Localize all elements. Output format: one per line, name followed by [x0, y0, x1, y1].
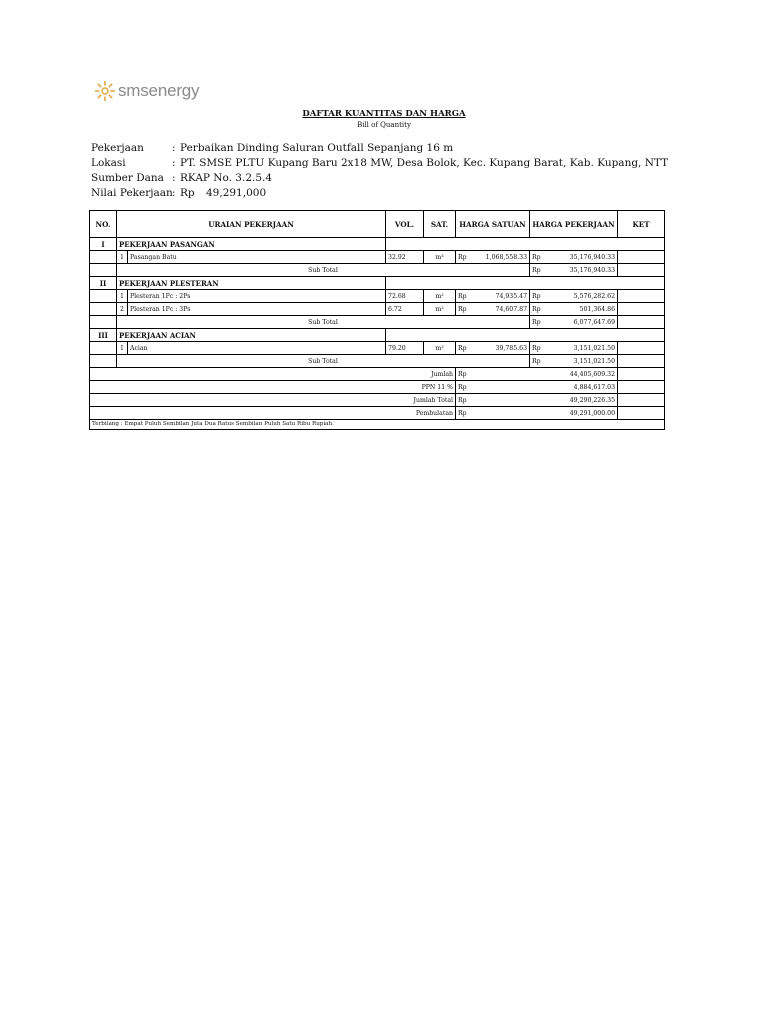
subtotal-value: [530, 355, 618, 368]
currency-label: Rp: [532, 344, 541, 352]
info-colon: :: [172, 157, 176, 169]
item-number: 1: [117, 342, 128, 355]
document-subtitle: Bill of Quantity: [357, 121, 411, 129]
header-no: NO.: [90, 211, 117, 238]
cell-blank: [618, 316, 665, 329]
subtotal-value: [530, 264, 618, 277]
header-total-price: HARGA PEKERJAAN: [530, 211, 618, 238]
item-volume: 32.92: [386, 251, 424, 264]
info-label: Nilai Pekerjaan: [91, 187, 173, 199]
item-total: [530, 251, 618, 264]
item-remarks: [618, 342, 665, 355]
cell-blank: [618, 394, 665, 407]
subtotal-label: Sub Total: [117, 316, 530, 329]
item-unit-price: [456, 303, 530, 316]
cell-blank: [618, 355, 665, 368]
cell-blank: [90, 303, 117, 316]
cell-blank: [90, 251, 117, 264]
currency-label: Rp: [532, 253, 541, 261]
info-value: Perbaikan Dinding Saluran Outfall Sepanjang 16 m: [180, 142, 454, 154]
info-row-nilai-pekerjaan: [91, 186, 668, 201]
item-unit: m³: [424, 251, 456, 264]
item-number: 2: [117, 303, 128, 316]
currency-prefix: Rp: [180, 187, 195, 199]
item-remarks: [618, 251, 665, 264]
info-value: [180, 186, 266, 201]
table-row: [90, 290, 665, 303]
currency-label: Rp: [532, 305, 541, 313]
item-description: Pasangan Batu: [128, 251, 386, 264]
cell-blank: [90, 264, 117, 277]
amount-in-words: Terbilang : Empat Puluh Sembilan Juta Dua Ratus Sembilan Puluh Satu Ribu Rupiah.: [90, 420, 665, 430]
item-unit-price: [456, 290, 530, 303]
boq-table: [89, 210, 665, 430]
cell-blank: [90, 290, 117, 303]
header-description: URAIAN PEKERJAAN: [117, 211, 386, 238]
summary-value: [456, 381, 618, 394]
item-unit-price: [456, 251, 530, 264]
item-unit-price: [456, 342, 530, 355]
section-title: PEKERJAAN PASANGAN: [117, 238, 386, 251]
cell-blank: [90, 342, 117, 355]
currency-label: Rp: [458, 409, 467, 417]
cell-blank: [618, 264, 665, 277]
section-blank: [386, 329, 665, 342]
table-header-row: [90, 211, 665, 238]
currency-label: Rp: [458, 253, 467, 261]
info-label: Lokasi: [91, 157, 126, 169]
cell-blank: [90, 355, 117, 368]
info-row-sumber-dana: [91, 171, 668, 186]
summary-row: [90, 407, 665, 420]
section-number: I: [90, 238, 117, 251]
summary-row: [90, 381, 665, 394]
section-title: PEKERJAAN ACIAN: [117, 329, 386, 342]
summary-label: PPN 11 %: [90, 381, 456, 394]
subtotal-label: Sub Total: [117, 355, 530, 368]
section-title: PEKERJAAN PLESTERAN: [117, 277, 386, 290]
info-label: Sumber Dana: [91, 172, 164, 184]
section-blank: [386, 238, 665, 251]
currency-label: Rp: [532, 292, 541, 300]
summary-amount: 49,290,226.35: [569, 396, 616, 404]
document-title: DAFTAR KUANTITAS DAN HARGA: [302, 109, 466, 119]
total-value: 5,576,282.62: [573, 292, 616, 300]
item-description: Acian: [128, 342, 386, 355]
subtotal-label: Sub Total: [117, 264, 530, 277]
section-row: [90, 238, 665, 251]
summary-label: Jumlah Total: [90, 394, 456, 407]
item-number: 1: [117, 251, 128, 264]
currency-label: Rp: [458, 396, 467, 404]
total-value: 501,364.86: [579, 305, 616, 313]
item-total: [530, 303, 618, 316]
subtotal-row: [90, 355, 665, 368]
section-number: II: [90, 277, 117, 290]
cell-blank: [618, 407, 665, 420]
summary-row: [90, 368, 665, 381]
total-value: 35,176,940.33: [569, 253, 616, 261]
section-row: [90, 277, 665, 290]
header-volume: VOL.: [386, 211, 424, 238]
info-colon: :: [172, 187, 176, 199]
cell-blank: [618, 368, 665, 381]
subtotal-amount: 6,077,647.69: [573, 318, 616, 326]
summary-value: [456, 368, 618, 381]
unit-price-value: 39,785.63: [495, 344, 528, 352]
table-row: [90, 303, 665, 316]
subtotal-row: [90, 316, 665, 329]
item-unit: m²: [424, 342, 456, 355]
summary-row: [90, 394, 665, 407]
contract-value: 49,291,000: [206, 187, 267, 199]
terbilang-row: [90, 420, 665, 430]
currency-label: Rp: [532, 357, 541, 365]
subtotal-value: [530, 316, 618, 329]
header-unit-price: HARGA SATUAN: [456, 211, 530, 238]
item-description: Plesteran 1Pc : 3Ps: [128, 303, 386, 316]
unit-price-value: 74,935.47: [495, 292, 528, 300]
item-total: [530, 342, 618, 355]
header-unit: SAT.: [424, 211, 456, 238]
sun-logo-icon: [94, 80, 116, 102]
info-colon: :: [172, 142, 176, 154]
subtotal-amount: 3,151,021.50: [573, 357, 616, 365]
info-colon: :: [172, 172, 176, 184]
currency-label: Rp: [532, 266, 541, 274]
item-description: Plesteran 1Pc : 2Ps: [128, 290, 386, 303]
unit-price-value: 74,607.87: [495, 305, 528, 313]
item-unit: m²: [424, 303, 456, 316]
currency-label: Rp: [532, 318, 541, 326]
table-row: [90, 342, 665, 355]
info-value: PT. SMSE PLTU Kupang Baru 2x18 MW, Desa Bolok, Kec. Kupang Barat, Kab. Kupang, NTT: [180, 157, 669, 169]
cell-blank: [90, 316, 117, 329]
table-row: [90, 251, 665, 264]
summary-value: [456, 407, 618, 420]
item-unit: m²: [424, 290, 456, 303]
currency-label: Rp: [458, 370, 467, 378]
project-info: [91, 141, 668, 201]
subtotal-row: [90, 264, 665, 277]
currency-label: Rp: [458, 344, 467, 352]
item-total: [530, 290, 618, 303]
item-volume: 72.68: [386, 290, 424, 303]
currency-label: Rp: [458, 383, 467, 391]
unit-price-value: 1,068,558.33: [485, 253, 528, 261]
item-number: 1: [117, 290, 128, 303]
summary-value: [456, 394, 618, 407]
company-name: smsenergy: [118, 81, 200, 100]
summary-amount: 4,884,617.03: [573, 383, 616, 391]
cell-blank: [618, 381, 665, 394]
summary-label: Pembulatan: [90, 407, 456, 420]
info-value: RKAP No. 3.2.5.4: [180, 172, 273, 184]
info-row-lokasi: [91, 156, 668, 171]
item-remarks: [618, 303, 665, 316]
item-volume: 79.20: [386, 342, 424, 355]
section-number: III: [90, 329, 117, 342]
total-value: 3,151,021.50: [573, 344, 616, 352]
item-volume: 6.72: [386, 303, 424, 316]
info-row-pekerjaan: [91, 141, 668, 156]
section-row: [90, 329, 665, 342]
currency-label: Rp: [458, 305, 467, 313]
currency-label: Rp: [458, 292, 467, 300]
subtotal-amount: 35,176,940.33: [569, 266, 616, 274]
summary-label: Jumlah: [90, 368, 456, 381]
info-label: Pekerjaan: [91, 142, 144, 154]
company-logo: [94, 76, 199, 106]
section-blank: [386, 277, 665, 290]
header-remarks: KET: [618, 211, 665, 238]
item-remarks: [618, 290, 665, 303]
summary-amount: 49,291,000.00: [569, 409, 616, 417]
summary-amount: 44,405,609.32: [569, 370, 616, 378]
